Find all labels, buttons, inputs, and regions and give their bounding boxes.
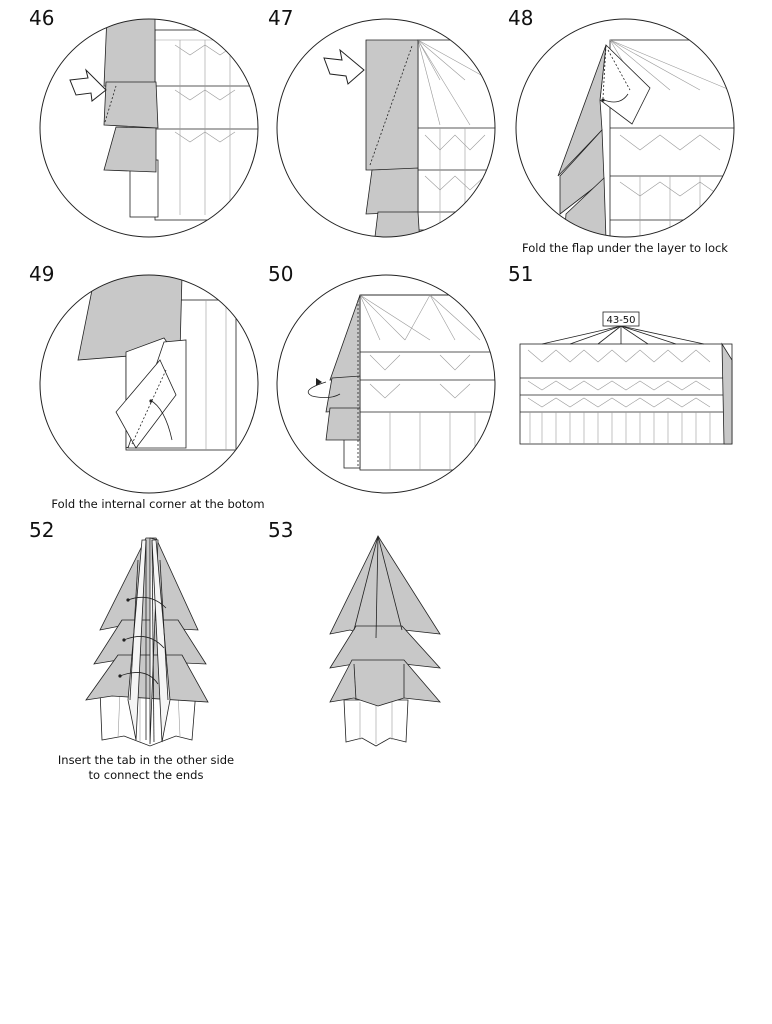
step-47-diagram (277, 19, 498, 245)
step-52-caption-line-1: Insert the tab in the other side (57, 753, 235, 767)
step-49-caption: Fold the internal corner at the botom (51, 497, 265, 511)
step-number-51: 51 (508, 262, 534, 286)
step-46-diagram (40, 15, 265, 237)
step-53-diagram (330, 536, 440, 746)
step-number-52: 52 (29, 518, 55, 542)
step-number-47: 47 (268, 6, 294, 30)
step-51-diagram (520, 312, 732, 444)
step-range-label-text: 43-50 (606, 315, 636, 326)
step-number-48: 48 (508, 6, 534, 30)
step-50-diagram (277, 275, 500, 493)
step-52-caption-line-2: to connect the ends (88, 768, 204, 782)
push-arrow-icon (324, 50, 364, 84)
step-number-49: 49 (29, 262, 55, 286)
step-49-diagram (40, 275, 258, 493)
step-48-caption: Fold the flap under the layer to lock (522, 241, 728, 255)
step-48-diagram (516, 19, 740, 240)
step-number-50: 50 (268, 262, 294, 286)
step-52-diagram (86, 538, 208, 746)
step-number-53: 53 (268, 518, 294, 542)
push-arrow-icon (70, 70, 106, 101)
step-number-46: 46 (29, 6, 55, 30)
